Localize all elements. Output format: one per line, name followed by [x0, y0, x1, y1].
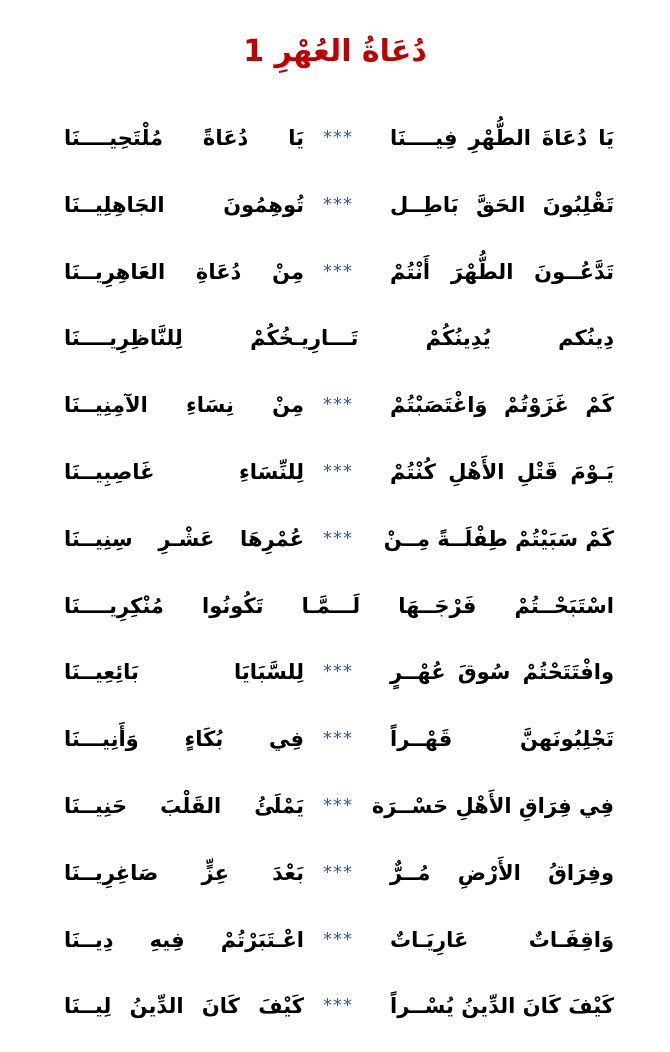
verse-first-hemistich: كَيْفَ كَانَ الدِّينُ يُسْــراً — [390, 994, 614, 1019]
verse-separator-stars: *** — [323, 527, 353, 549]
verse-separator-stars: *** — [323, 995, 353, 1017]
verse-line — [64, 780, 614, 847]
verse-separator-stars: *** — [323, 193, 353, 215]
verse-line — [64, 847, 614, 914]
verse-second-hemistich: يَمْلَئُ القَلْبَ حَنِيــنَا — [64, 793, 304, 818]
verse-second-hemistich: اعْـتَبَرْتُمْ فِيهِ دِيــنَا — [64, 927, 304, 952]
verse-first-hemistich: يَا دُعَاةَ الطُّهْرِ فِيــــنَا — [390, 126, 614, 150]
verse-second-hemistich: يَا دُعَاةً مُلْتَحِيــــنَا — [64, 126, 304, 150]
verse-line — [64, 513, 614, 580]
verse-second-hemistich: كَيْفَ كَانَ الدِّينُ لِيــنَا — [64, 994, 304, 1019]
verse-separator-stars: *** — [323, 794, 353, 816]
verse-line — [64, 713, 614, 780]
verse-line — [64, 379, 614, 446]
verse-first-hemistich: يَـوْمَ قَتْلِ الأَهْلِ كُنْتُمْ — [390, 459, 614, 484]
verse-second-hemistich: لِلسَّبَايَا بَائِعِيــنَا — [64, 660, 304, 685]
verse-line — [64, 646, 614, 713]
verse-first-hemistich: وَاقِفَـاتٌ عَارِيَـاتٌ — [390, 927, 614, 952]
verse-first-hemistich: كَمْ سَبَيْتُمْ طِفْلَــةً مِــنْ — [383, 526, 614, 551]
verse-second-hemistich: فِي بُكَاءٍ وَأَنِيـــنَا — [64, 727, 304, 752]
verse-second-hemistich: مِنْ دُعَاةِ العَاهِرِيــنَا — [64, 259, 304, 284]
verse-second-hemistich: بَعْدَ عِزٍّ صَاغِرِيــنَا — [64, 860, 304, 885]
verse-line — [64, 246, 614, 313]
cut-off-verse — [64, 1040, 614, 1052]
poem-title: دُعَاةُ العُهْرِ 1 — [243, 34, 427, 69]
verse-line — [64, 446, 614, 513]
verse-line — [64, 312, 614, 379]
verse-separator-stars: *** — [323, 127, 353, 148]
verse-first-hemistich: وفِرَاقُ الأَرْضِ مُــرٌّ — [390, 860, 614, 885]
verse-line — [64, 914, 614, 981]
poem-body — [64, 112, 614, 1047]
verse-line — [64, 179, 614, 246]
verse-first-hemistich: تَجْلِبُونَهنَّ قَهْــراً — [390, 727, 614, 752]
verse-first-hemistich: وافْتَتَحْتُمْ سُوقَ عُهْــرٍ — [390, 660, 614, 685]
verse-separator-stars: *** — [323, 728, 353, 750]
verse-line — [64, 580, 614, 647]
verse-first-hemistich: كَمْ غَزَوْتُمْ وَاغْتَصَبْتُمْ — [390, 393, 614, 418]
verse-separator-stars: *** — [323, 928, 353, 950]
verse-line — [64, 980, 614, 1047]
verse-second-hemistich: مِنْ نِسَاءِ الآمِنِيــنَا — [64, 393, 304, 418]
verse-separator-stars: *** — [323, 260, 353, 282]
verse-separator-stars: *** — [323, 460, 353, 482]
verse-separator-stars: *** — [323, 394, 353, 416]
verse-separator-stars: *** — [323, 661, 353, 683]
verse-first-hemistich: تَقْلِبُونَ الحَقَّ بَاطِــل — [390, 192, 614, 217]
verse-first-hemistich: تَدَّعُــونَ الطُّهْرَ أَنْتُمْ — [390, 259, 614, 284]
verse-second-hemistich: تُوهِمُونَ الجَاهِلِيــنَا — [64, 192, 304, 217]
verse-full-line: اسْتَبَحْــتُمْ فَرْجَــهَا لَـــمَّـا تَكُونُوا مُنْكِرِيــــنَا — [64, 593, 614, 618]
verse-second-hemistich: عُمْرِهَا عَشْـرِ سِنِيــنَا — [64, 526, 304, 551]
verse-first-hemistich: فِي فِرَاقِ الأَهْلِ حَسْــرَة — [371, 793, 614, 818]
verse-second-hemistich: لِلنِّسَاءِ غَاصِبِيــنَا — [64, 459, 304, 484]
verse-separator-stars: *** — [323, 861, 353, 883]
verse-full-line: دِينُكم يُدِينُكُمْ تَـــارِيـخُكُمْ لِلنَّاظِرِيــــنَا — [64, 326, 614, 351]
verse-line — [64, 112, 614, 179]
